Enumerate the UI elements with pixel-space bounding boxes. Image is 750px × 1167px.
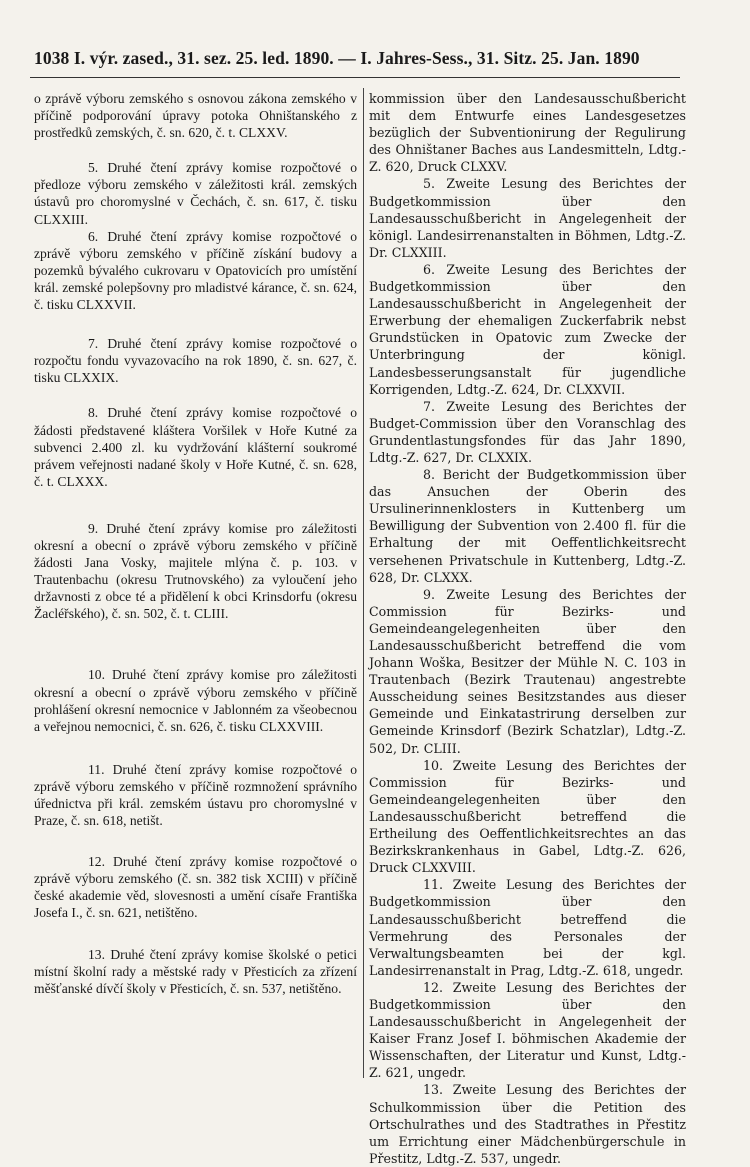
czech-agenda-item-2: 6. Druhé čtení zprávy komise rozpočtové o zprávě výboru zemského v příčině získání budovy a pozemků bývalého cukrovaru v Opatovicích pro umístění král. zemské polepšovny pro mladistvé kárance, č. sn. 624, č. tisku CLXXVII.	[34, 228, 357, 313]
german-agenda-item-0: kommission über den Landesausschußbericht mit dem Entwurfe eines Landesgesetzes bezüglich der Subventionirung der Regulirung des Ohništaner Baches aus Landesmitteln, Ldtg.-Z. 620, Druck CLXXV.	[369, 91, 686, 175]
czech-agenda-item-3: 7. Druhé čtení zprávy komise rozpočtové o rozpočtu fondu vyvazovacího na rok 1890, č. sn. 627, č. tisku CLXXIX.	[34, 336, 357, 386]
czech-agenda-item-4: 8. Druhé čtení zprávy komise rozpočtové o žádosti představené kláštera Voršilek v Hoře Kutné za subvenci 2.400 zl. ku vydržování klášterní soukromé právem veřejnosti nadané školy v Hoře Kutné, č. sn. 628, č. t. CLXXX.	[34, 405, 357, 489]
german-agenda-item-4: 8. Bericht der Budgetkommission über das Ansuchen der Oberin des Ursulinerinnenklosters in Kuttenberg um Bewilligung der Subvention von 2.400 fl. für die Erhaltung der mit Oeffentlichkeitsrecht versehenen Privatschule in Kuttenberg, Ldtg.-Z. 628, Dr. CLXXX.	[369, 467, 686, 585]
german-agenda-item-1: 5. Zweite Lesung des Berichtes der Budgetkommission über den Landesausschußbericht in Angelegenheit der königl. Landesirrenanstalten in Böhmen, Ldtg.-Z. Dr. CLXXIII.	[369, 176, 686, 260]
czech-agenda-item-7: 11. Druhé čtení zprávy komise rozpočtové o zprávě výboru zemského v příčině rozmnožení správního úřednictva při král. zemském ústavu pro choromyslné v Praze, č. sn. 618, netišt.	[34, 761, 357, 829]
page-header: 1038 I. výr. zased., 31. sez. 25. led. 1890. — I. Jahres-Sess., 31. Sitz. 25. Jan. 1890	[34, 48, 640, 68]
german-agenda-item-2: 6. Zweite Lesung des Berichtes der Budgetkommission über den Landesausschußbericht in Angelegenheit der Erwerbung der ehemaligen Zuckerfabrik nebst Grundstücken in Opatovic zum Zwecke der Unterbringung der königl. Landesbesserungsanstalt für jugendliche Korrigenden, Ldtg.-Z. 624, Dr. CLXXVII.	[369, 261, 686, 397]
czech-agenda-item-6: 10. Druhé čtení zprávy komise pro záležitosti okresní a obecní o zprávě výboru zemského v příčině prohlášení okresní nemocnice v Jablonném za všeobecnou a veřejnou nemocnici, č. sn. 626, č. tisku CLXXVIII.	[34, 667, 357, 734]
german-agenda-item-5: 9. Zweite Lesung des Berichtes der Commission für Bezirks- und Gemeindeangelegenheiten über den Landesausschußbericht betreffend die vom Johann Woška, Besitzer der Mühle N. C. 103 in Trautenbach (Bezirk Trautenau) angestrebte Ausscheidung seines Besitzstandes aus dieser Gemeinde und Einkatastrirung derselben zur Gemeinde Krinsdorf (Bezirk Schatzlar), Ldtg.-Z. 502, Dr. CLIII.	[369, 586, 686, 756]
czech-agenda-item-9: 13. Druhé čtení zprávy komise školské o petici místní školní rady a městské rady v Přesticích za zřízení měšťanské dívčí školy v Přesticích, č. sn. 537, netištěno.	[34, 946, 357, 996]
german-agenda-item-3: 7. Zweite Lesung des Berichtes der Budget-Commission über den Voranschlag des Grundentlastungsfondes für das Jahr 1890, Ldtg.-Z. 627, Dr. CLXXIX.	[369, 398, 686, 465]
header-rule	[30, 77, 680, 78]
german-agenda-item-7: 11. Zweite Lesung des Berichtes der Budgetkommission über den Landesausschußbericht betreffend die Vermehrung des Personales der Verwaltungsbeamten bei der kgl. Landesirrenanstalt in Prag, Ldtg.-Z. 618, ungedr.	[369, 877, 686, 978]
german-agenda-item-9: 13. Zweite Lesung des Berichtes der Schulkommission über die Petition des Ortschulrathes und des Stadtrathes in Přestitz um Errichtung einer Mädchenbürgerschule in Přestitz, Ldtg.-Z. 537, ungedr.	[369, 1082, 686, 1166]
german-agenda-item-8: 12. Zweite Lesung des Berichtes der Budgetkommission über den Landesausschußbericht in Angelegenheit der Kaiser Franz Josef I. böhmischen Akademie der Wissenschaften, der Literatur und Kunst, Ldtg.-Z. 621, ungedr.	[369, 979, 686, 1081]
czech-agenda-item-5: 9. Druhé čtení zprávy komise pro záležitosti okresní a obecní o zprávě výboru zemského v příčině žádosti Jana Vosky, majitele mlýna č. p. 103. v Trautenbachu (okresu Trutnovského) za vyloučení jeho državnosti z obce té a přidělení k obci Krinsdorfu (okresu Žacléřského), č. sn. 502, č. t. CLIII.	[34, 520, 357, 622]
czech-agenda-item-0: o zprávě výboru zemského s osnovou zákona zemského v příčině podporování úpravy potoka Ohništanského z prostředků zemských, č. sn. 620, č. t. CLXXV.	[34, 91, 357, 141]
german-column	[369, 90, 686, 1167]
czech-column	[34, 90, 357, 997]
column-divider	[363, 88, 364, 1078]
czech-agenda-item-8: 12. Druhé čtení zprávy komise rozpočtové o zprávě výboru zemského (č. sn. 382 tisk XCIII) v příčině české akademie věd, slovesnosti a umění císaře Františka Josefa I., č. sn. 621, netištěno.	[34, 854, 357, 921]
german-agenda-item-6: 10. Zweite Lesung des Berichtes der Commission für Bezirks- und Gemeindeangelegenheiten über den Landesausschußbericht betreffend die Ertheilung des Oeffentlichkeitsrechtes an das Bezirkskrankenhaus in Gabel, Ldtg.-Z. 626, Druck CLXXVIII.	[369, 757, 686, 876]
czech-agenda-item-1: 5. Druhé čtení zprávy komise rozpočtové o předloze výboru zemského v záležitosti král. zemských ústavů pro choromyslné v Čechách, č. sn. 617, č. tisku CLXXIII.	[34, 160, 357, 227]
